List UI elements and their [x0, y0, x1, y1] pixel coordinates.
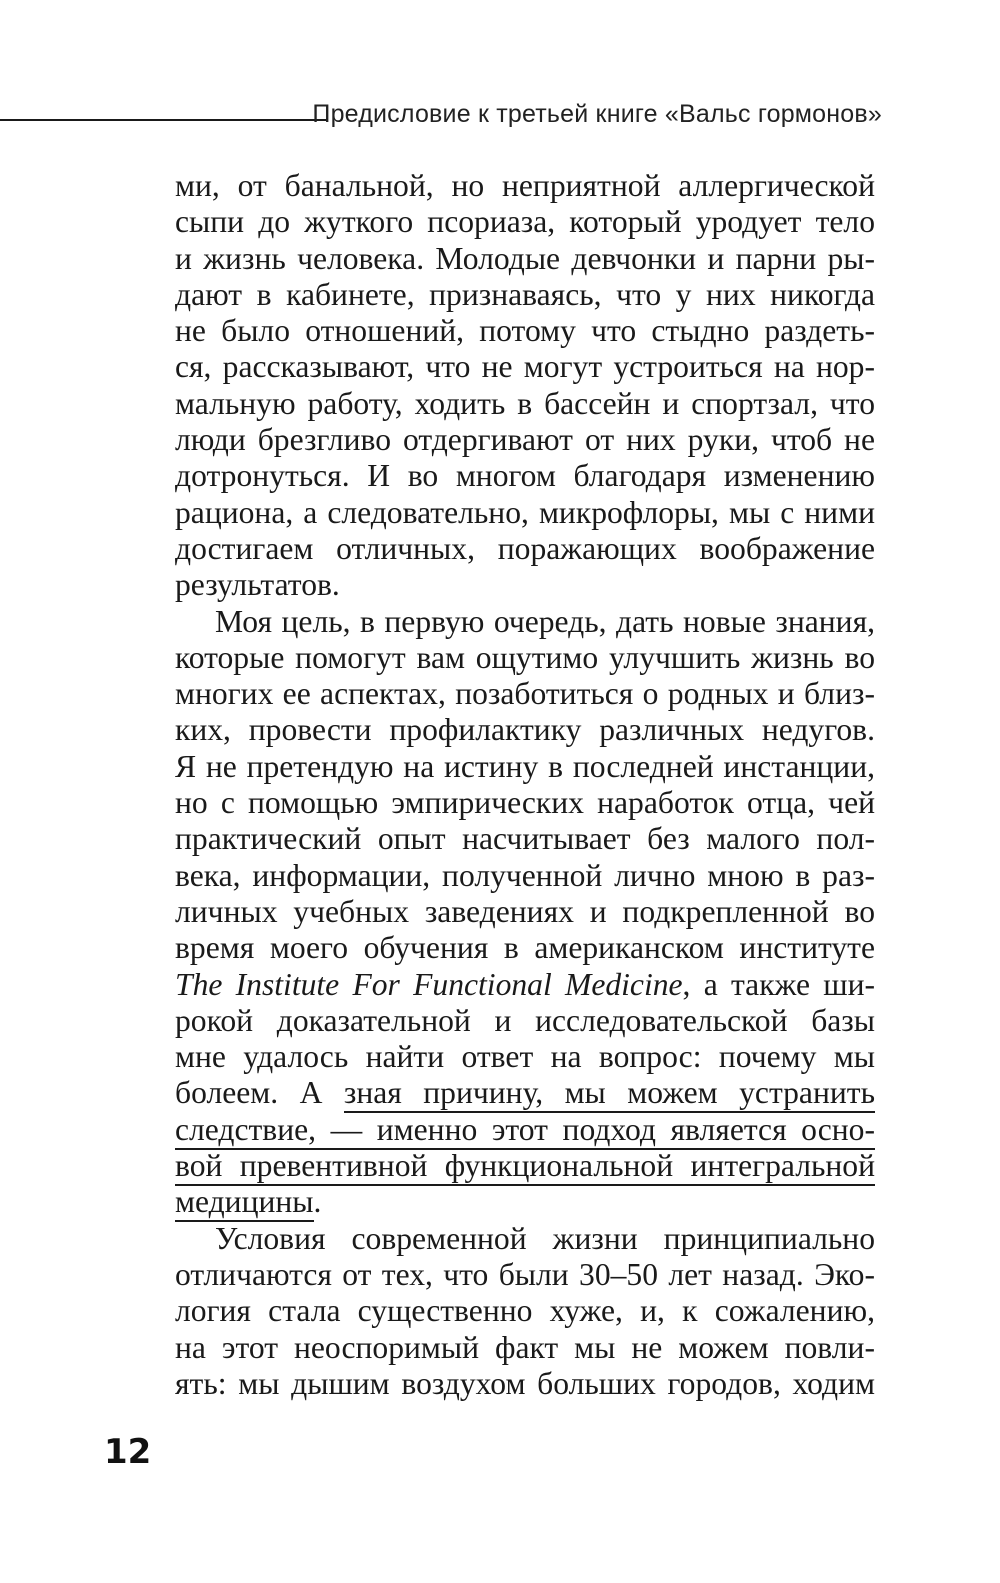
text-line: Условия современной жизни принципиально [215, 1220, 875, 1256]
text-line: время моего обучения в американском институте [175, 930, 875, 966]
text-fragment: болеем. А [175, 1075, 344, 1111]
underlined-text: следствие, — именно этот подход является осно- [175, 1112, 875, 1150]
text-line: практический опыт насчитывает без малого пол- [175, 821, 875, 857]
institute-name: The Institute For Functional Medicine [175, 966, 683, 1002]
body-text [175, 168, 875, 1402]
text-line: люди брезгливо отдергивают от них руки, чтоб не [175, 422, 875, 458]
text-line: многих ее аспектах, позаботиться о родных и близ- [175, 676, 875, 712]
text-line: рокой доказательной и исследовательской базы [175, 1002, 875, 1038]
text-line-underline-start [175, 1075, 875, 1111]
underlined-text: вой превентивной функциональной интегральной [175, 1148, 875, 1186]
text-line: рациона, а следовательно, микрофлоры, мы с ними [175, 494, 875, 530]
text-line: достигаем отличных, поражающих воображение [175, 530, 875, 566]
text-line: результатов. [175, 567, 340, 603]
text-line: ся, рассказывают, что не могут устроиться на нор- [175, 349, 875, 385]
underlined-text: зная причину, мы можем устранить [344, 1075, 875, 1113]
text-line: мальную работу, ходить в бассейн и спортзал, что [175, 385, 875, 421]
text-line: дотронуться. И во многом благодаря изменению [175, 458, 875, 494]
text-line: Моя цель, в первую очередь, дать новые знания, [215, 603, 875, 639]
text-line: мне удалось найти ответ на вопрос: почему мы [175, 1039, 875, 1075]
text-line: не было отношений, потому что стыдно раздеть- [175, 313, 875, 349]
text-line: которые помогут вам ощутимо улучшить жизнь во [175, 639, 875, 675]
text-line: сыпи до жуткого псориаза, который уродует тело [175, 204, 875, 240]
text-fragment: , а также ши- [682, 966, 876, 1002]
text-line-with-italic [175, 967, 875, 1003]
text-line: ких, провести профилактику различных недугов. [175, 712, 875, 748]
text-line: логия стала существенно хуже, и, к сожалению, [175, 1293, 875, 1329]
underlined-line [175, 1112, 875, 1148]
text-line: дают в кабинете, признаваясь, что у них никогда [175, 276, 875, 312]
text-line: отличаются от тех, что были 30–50 лет назад. Эко- [175, 1256, 875, 1292]
text-line: века, информации, полученной лично мною в раз- [175, 857, 875, 893]
text-line: ять: мы дышим воздухом больших городов, ходим [175, 1365, 875, 1401]
text-line: Я не претендую на истину в последней инстанции, [175, 748, 875, 784]
running-head [0, 96, 1000, 136]
text-line: и жизнь человека. Молодые девчонки и парни ры- [175, 240, 875, 276]
text-line: на этот неоспоримый факт мы не можем повли- [175, 1329, 875, 1365]
underlined-line [175, 1148, 875, 1184]
underlined-text: медицины [175, 1184, 314, 1222]
text-line: личных учебных заведениях и подкрепленной во [175, 893, 875, 929]
running-head-title: Предисловие к третьей книге «Вальс гормонов» [312, 100, 882, 128]
page-number: 12 [104, 1432, 152, 1472]
text-line-underline-end [175, 1184, 875, 1220]
running-head-rule [0, 119, 328, 121]
text-fragment: . [313, 1184, 322, 1220]
text-line: ми, от банальной, но неприятной аллергической [175, 168, 875, 203]
text-line: но с помощью эмпирических наработок отца, чей [175, 785, 875, 821]
